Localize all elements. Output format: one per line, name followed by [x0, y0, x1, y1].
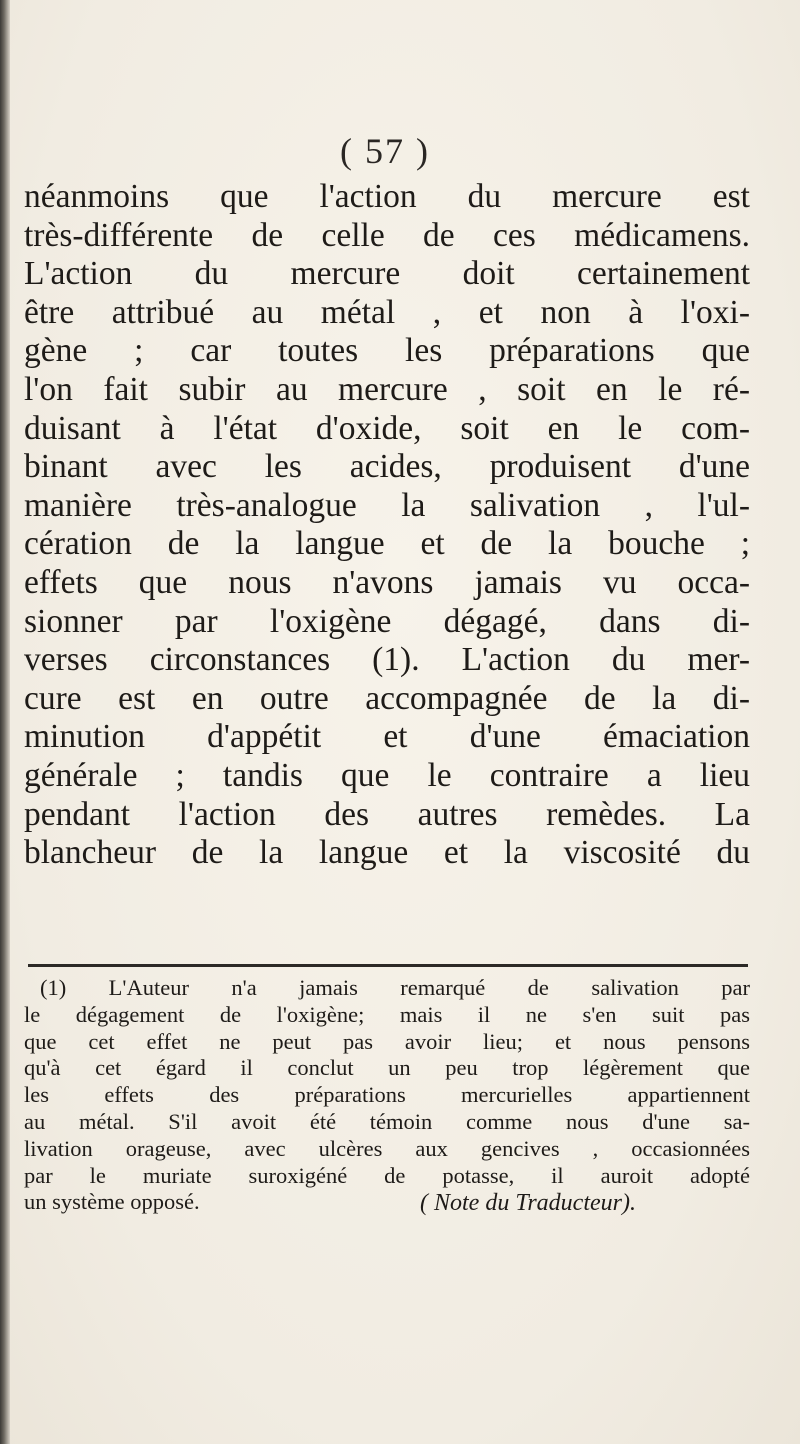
- footnote-divider: [28, 964, 748, 967]
- text-line: manière très-analogue la salivation , l'ul-: [24, 486, 750, 524]
- footnote-line: le dégagement de l'oxigène; mais il ne s'en suit pas: [24, 1001, 750, 1027]
- text-line: très-différente de celle de ces médicamens.: [24, 216, 750, 254]
- footnote-line: un système opposé.: [24, 1189, 200, 1215]
- text-line: l'on fait subir au mercure , soit en le ré-: [24, 370, 750, 408]
- footnote-line: livation orageuse, avec ulcères aux gencives , occasionnées: [24, 1135, 750, 1161]
- text-line: pendant l'action des autres remèdes. La: [24, 795, 750, 833]
- text-line: binant avec les acides, produisent d'une: [24, 448, 750, 486]
- text-line: cure est en outre accompagnée de la di-: [24, 679, 750, 717]
- text-line: verses circonstances (1). L'action du mer-: [24, 641, 750, 679]
- text-line: générale ; tandis que le contraire a lieu: [24, 756, 750, 794]
- text-line: blancheur de la langue et la viscosité du: [24, 834, 750, 872]
- text-line: effets que nous n'avons jamais vu occa-: [24, 563, 750, 601]
- text-line: sionner par l'oxigène dégagé, dans di-: [24, 602, 750, 640]
- footnote-line: les effets des préparations mercurielles appartiennent: [24, 1082, 750, 1108]
- footnote-line: qu'à cet égard il conclut un peu trop légèrement que: [24, 1055, 750, 1081]
- text-line: être attribué au métal , et non à l'oxi-: [24, 293, 750, 331]
- page-number: ( 57 ): [340, 131, 430, 171]
- body-text: [24, 178, 750, 873]
- footnote: [24, 975, 750, 1216]
- footnote-line: (1) L'Auteur n'a jamais remarqué de salivation par: [40, 975, 750, 1000]
- text-line: duisant à l'état d'oxide, soit en le com-: [24, 409, 750, 447]
- text-line: L'action du mercure doit certainement: [24, 255, 750, 293]
- text-line: néanmoins que l'action du mercure est: [24, 178, 750, 215]
- text-line: minution d'appétit et d'une émaciation: [24, 718, 750, 756]
- footnote-line: que cet effet ne peut pas avoir lieu; et nous pensons: [24, 1028, 750, 1054]
- text-line: cération de la langue et de la bouche ;: [24, 525, 750, 563]
- footnote-signature: ( Note du Traducteur).: [420, 1190, 636, 1216]
- page-binding-edge: [0, 0, 10, 1444]
- text-line: gène ; car toutes les préparations que: [24, 332, 750, 370]
- footnote-line: au métal. S'il avoit été témoin comme nous d'une sa-: [24, 1108, 750, 1134]
- footnote-line: par le muriate suroxigéné de potasse, il auroit adopté: [24, 1162, 750, 1188]
